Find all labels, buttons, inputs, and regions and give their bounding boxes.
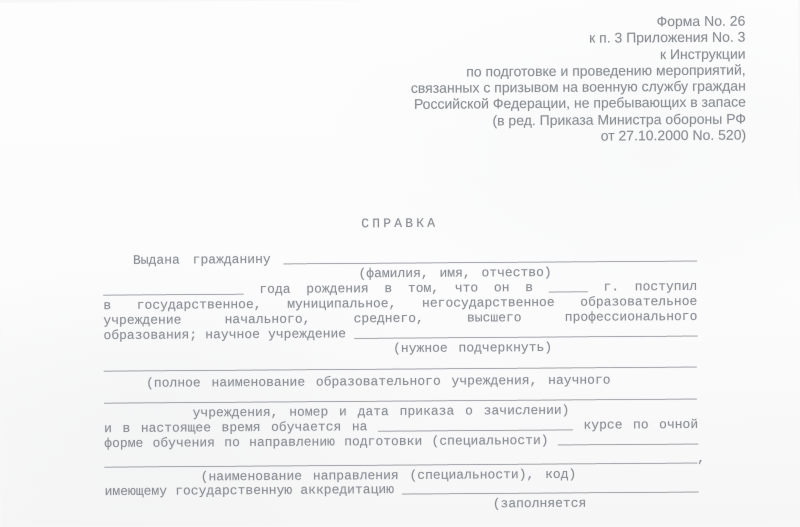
instruction-reference: к Инструкции (659, 45, 746, 62)
issued-to-line: Выдана гражданину _____________________________________________________ (132, 248, 698, 268)
specialty-blank: ____________________________________________________________________________, (104, 450, 706, 471)
underline-note-caption: (нужное подчеркнуть) (393, 339, 553, 357)
direction-caption: (наименование направления (специальности), код) (200, 466, 577, 485)
appendix-reference: к п. 3 Приложения No. 3 (589, 28, 746, 46)
instruction-line-2: связанных с призывом на военную службу граждан (410, 77, 746, 97)
form-reference-header (410, 13, 746, 146)
instruction-line-3: Российской Федерации, не пребывающих в запасе (413, 94, 746, 113)
accreditation-line: имеющему государственную аккредитацию ______________________________________ (104, 479, 699, 500)
science-institution-line: образования; научное учреждение ____________________________________________ (103, 323, 698, 344)
instruction-line-1: по подготовке и проведению мероприятий, (466, 61, 746, 80)
form-number: Форма No. 26 (656, 12, 746, 30)
order-caption: учреждения, номер и дата приказа о зачислении) (192, 402, 570, 421)
birth-year-line: __________________ года рождения в том, что он в _____ г. поступил (103, 278, 698, 299)
course-line: и в настоящее время обучается на _________________________ курсе по очной (104, 416, 699, 437)
education-level-line: учреждение начального, среднего, высшего профессионального (103, 308, 698, 329)
edict-date: от 27.10.2000 No. 520) (600, 126, 747, 144)
institution-name-blank: ____________________________________________________________________________ (103, 354, 697, 375)
institution-name-caption: (полное наименование образовательного учреждения, научного (146, 372, 611, 391)
enrollment-order-blank: ____________________________________________________________________________ (103, 386, 697, 407)
institution-type-line: в государственное, муниципальное, негосударственное образовательное (103, 293, 698, 314)
fio-caption: (фамилия, имя, отчество) (358, 264, 552, 282)
filled-by-caption: (заполняется (492, 495, 587, 512)
specialty-line: форме обучения по направлению подготовки (специальности) __________________ (104, 431, 699, 452)
edict-reference: (в ред. Приказа Министра обороны РФ (492, 110, 747, 129)
document-title: СПРАВКА (361, 215, 439, 232)
